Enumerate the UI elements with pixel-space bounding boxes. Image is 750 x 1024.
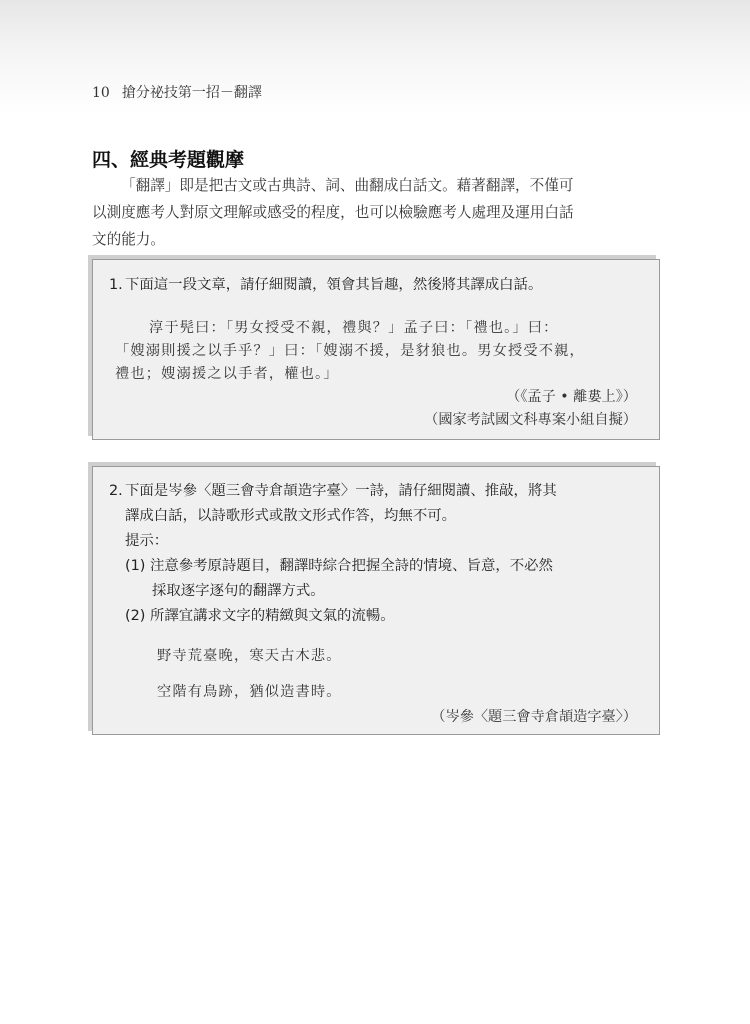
passage-line: 禮也；嫂溺援之以手者，權也。」: [115, 366, 339, 382]
question-2-prompt: [109, 479, 557, 500]
hint-item: [125, 604, 395, 625]
passage-line: 「嫂溺則援之以手乎？」曰：「嫂溺不援，是豺狼也。男女授受不親，: [115, 343, 585, 359]
question-1-number: 1.: [109, 277, 123, 293]
question-2-box: [92, 466, 660, 735]
hint-text: 所譯宜講求文字的精緻與文氣的流暢。: [149, 608, 395, 624]
intro-line: 以測度應考人對原文理解或感受的程度，也可以檢驗應考人處理及運用白話: [92, 204, 574, 221]
intro-line: 「翻譯」即是把古文或古典詩、詞、曲翻成白話文。藉著翻譯，不僅可: [121, 177, 574, 194]
hint-label: 提示：: [125, 533, 169, 549]
question-1-source: （《孟子 • 離婁上》）: [506, 389, 637, 405]
intro-paragraph: [92, 172, 662, 253]
question-2-prompt-text: 下面是岑參〈題三會寺倉頡造字臺〉一詩，請仔細閱讀、推敲，將其: [125, 483, 557, 499]
question-2-prompt-cont: 譯成白話，以詩歌形式或散文形式作答，均無不可。: [125, 508, 456, 524]
question-1-box: [92, 259, 660, 440]
hint-text-cont: 採取逐字逐句的翻譯方式。: [152, 583, 325, 599]
poem-line: 野寺荒臺晚，寒天古木悲。: [157, 648, 342, 664]
intro-line: 文的能力。: [92, 231, 165, 248]
passage-line: 淳于髡曰：「男女授受不親，禮與？」孟子曰：「禮也。」曰：: [149, 320, 559, 336]
hint-number: (1): [125, 558, 146, 574]
section-title: 四、經典考題觀摩: [92, 149, 245, 171]
question-1-note: （國家考試國文科專案小組自擬）: [424, 412, 637, 428]
page-number: 10: [92, 85, 110, 101]
question-1-prompt-text: 下面這一段文章，請仔細閱讀，領會其旨趣，然後將其譯成白話。: [125, 277, 543, 293]
question-1-prompt: [109, 273, 542, 294]
hint-number: (2): [125, 608, 146, 624]
poem-line: 空階有鳥跡，猶似造書時。: [157, 684, 342, 700]
question-2-number: 2.: [109, 483, 123, 499]
hint-item: [125, 554, 553, 575]
running-header: [92, 82, 262, 102]
question-2-source: （岑參〈題三會寺倉頡造字臺〉）: [431, 709, 637, 725]
running-title: 搶分祕技第一招－翻譯: [121, 85, 262, 101]
hint-text: 注意參考原詩題目，翻譯時綜合把握全詩的情境、旨意，不必然: [149, 558, 553, 574]
